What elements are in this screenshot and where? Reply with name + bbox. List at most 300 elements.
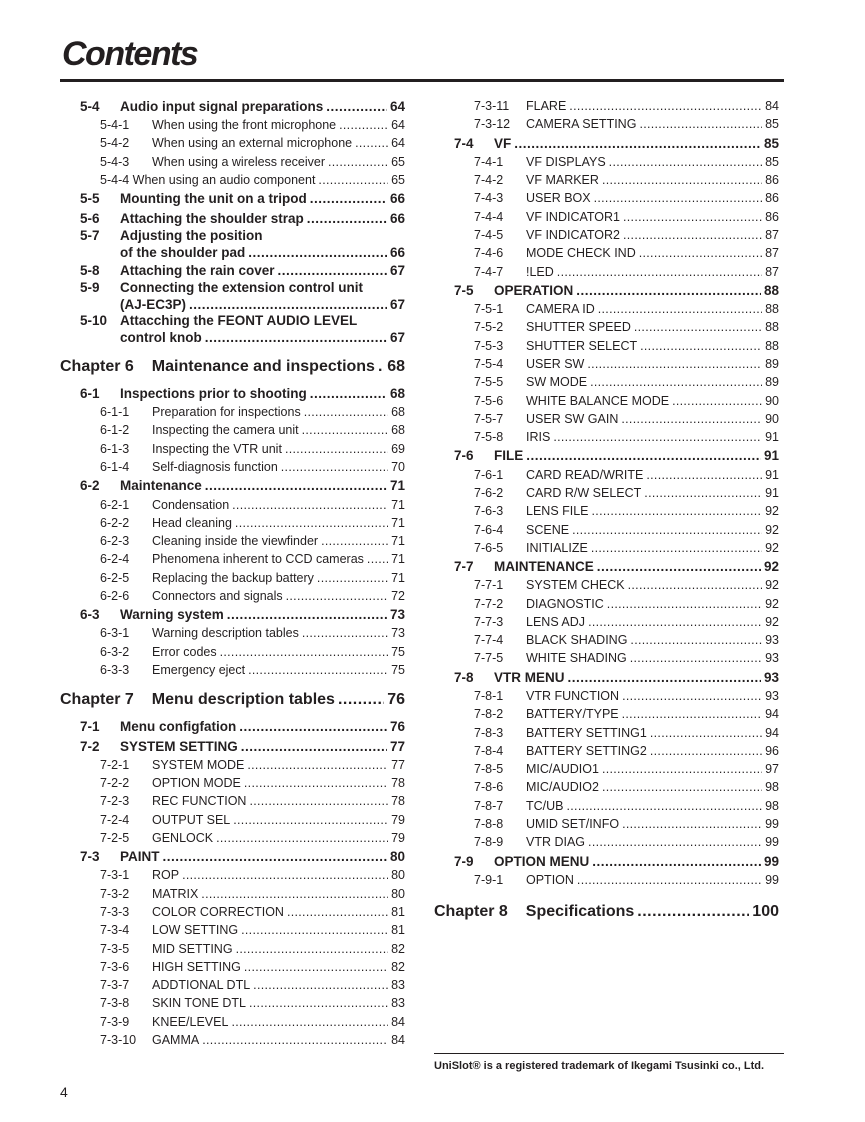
toc-label: Error codes [152,644,217,659]
toc-subsection[interactable] [434,337,779,355]
toc-page: 99 [765,872,779,887]
toc-page: 84 [391,1033,405,1048]
toc-subsection[interactable] [434,115,779,133]
toc-subsection[interactable] [60,116,405,134]
toc-subsection[interactable] [60,569,405,587]
toc-label: MODE CHECK IND [526,246,636,261]
toc-subsection[interactable] [60,514,405,532]
toc-page: 80 [391,868,405,883]
toc-leader [628,576,762,594]
toc-label: MIC/AUDIO1 [526,762,599,777]
trademark-note: UniSlot® is a registered trademark of Ikegami Tsusinki co., Ltd. [434,1060,765,1072]
toc-leader [576,281,761,300]
toc-page: 98 [765,780,779,795]
toc-subsection[interactable] [434,189,779,207]
toc-subsection[interactable] [434,318,779,336]
toc-number: 7-3-8 [100,996,130,1011]
toc-label: Specifications [525,903,635,921]
toc-subsection[interactable] [434,742,779,760]
toc-subsection[interactable] [434,539,779,557]
toc-page: 71 [391,497,405,512]
toc-subsection[interactable] [60,756,405,774]
toc-subsection[interactable] [60,958,405,976]
page-title: Contents [62,35,198,73]
toc-page: 68 [391,405,405,420]
toc-page: 67 [389,296,405,312]
toc-label: MID SETTING [152,941,233,956]
toc-section[interactable] [60,280,405,296]
toc-leader [355,134,388,152]
toc-subsection[interactable] [60,421,405,439]
toc-subsection[interactable] [60,885,405,903]
toc-number: 5-7 [80,227,100,243]
toc-number: 7-4-2 [474,173,504,188]
toc-label: When using a wireless receiver [152,154,325,169]
toc-subsection[interactable] [60,903,405,921]
toc-number: 7-7 [454,559,474,575]
toc-section[interactable] [60,847,405,866]
toc-leader [216,829,388,847]
toc-section[interactable] [60,209,405,228]
toc-number: 7-7-2 [474,596,504,611]
toc-page: 88 [765,302,779,317]
toc-label: SHUTTER SPEED [526,320,631,335]
toc-page: 96 [765,743,779,758]
toc-leader [239,717,387,736]
toc-label: Phenomena inherent to CCD cameras [152,552,364,567]
toc-page: 85 [765,154,779,169]
toc-leader [567,797,763,815]
toc-leader [630,649,762,667]
toc-leader [227,605,387,624]
toc-label: VF MARKER [526,173,599,188]
toc-label: UMID SET/INFO [526,817,620,832]
toc-section[interactable] [60,97,405,116]
toc-leader [514,134,761,153]
toc-leader [590,373,762,391]
toc-section-continued[interactable] [60,296,405,313]
toc-leader [248,661,388,679]
toc-label: SYSTEM CHECK [526,578,625,593]
toc-label: VTR FUNCTION [526,688,620,703]
toc-page: 99 [763,853,779,869]
toc-label: Connecting the extension control unit [120,279,363,295]
toc-label: Warning description tables [152,626,299,641]
toc-subsection[interactable] [434,595,779,613]
toc-subsection[interactable] [434,226,779,244]
toc-leader [220,643,388,661]
toc-label: IRIS [526,430,551,445]
toc-number: 7-5-8 [474,430,504,445]
toc-subsection[interactable] [60,153,405,171]
toc-leader [591,539,762,557]
toc-page: 73 [389,607,405,623]
toc-subsection[interactable] [60,661,405,679]
toc-label: FLARE [526,99,567,113]
toc-label: OUTPUT SEL [152,812,231,827]
toc-leader [630,631,762,649]
toc-leader [241,737,387,756]
toc-number: 6-2-4 [100,552,130,567]
toc-page: 85 [763,135,779,151]
toc-label: USER BOX [526,191,591,206]
toc-page: 79 [391,812,405,827]
toc-leader [587,355,762,373]
toc-subsection[interactable] [434,613,779,631]
toc-subsection[interactable] [60,532,405,550]
toc-page: 68 [389,385,405,401]
toc-number: Chapter 7 [60,691,134,709]
toc-leader [328,153,388,171]
toc-leader [189,296,387,313]
toc-subsection[interactable] [434,153,779,171]
toc-subsection[interactable] [434,355,779,373]
toc-leader [281,458,388,476]
toc-label: MAINTENANCE [494,559,594,575]
toc-number: 7-4-5 [474,227,504,242]
toc-label: Cleaning inside the viewfinder [152,534,319,549]
toc-number: 7-3-2 [100,886,130,901]
toc-subsection[interactable] [60,440,405,458]
toc-number: 6-1-4 [100,460,130,475]
toc-page: 89 [765,356,779,371]
toc-subsection[interactable] [434,649,779,667]
toc-label: Self-diagnosis function [152,460,278,475]
toc-number: 7-8-7 [474,798,504,813]
toc-page: 94 [765,707,779,722]
toc-page: 92 [765,522,779,537]
toc-subsection[interactable] [60,1031,405,1049]
toc-label: TC/UB [526,798,564,813]
toc-section[interactable] [434,668,779,687]
toc-label: Condensation [152,497,230,512]
toc-label: GENLOCK [152,830,214,845]
toc-number: 7-8-4 [474,743,504,758]
toc-leader [285,440,388,458]
toc-section[interactable] [60,189,405,208]
toc-section[interactable] [60,228,405,244]
toc-number: 7-5-2 [474,320,504,335]
toc-number: 7-6 [454,448,474,464]
toc-page: 69 [391,441,405,456]
toc-label: Preparation for inspections [152,405,301,420]
toc-subsection[interactable] [60,403,405,421]
toc-label: CARD READ/WRITE [526,467,644,482]
toc-section-continued[interactable] [60,244,405,261]
toc-subsection[interactable] [434,410,779,428]
toc-subsection[interactable] [434,97,779,115]
toc-page: 92 [765,578,779,593]
toc-section[interactable] [60,717,405,736]
toc-section[interactable] [60,476,405,495]
toc-section[interactable] [434,852,779,871]
toc-subsection[interactable] [60,774,405,792]
toc-number: 6-2-3 [100,534,130,549]
toc-leader [609,153,762,171]
toc-label: VF INDICATOR2 [526,227,620,242]
toc-page: 82 [391,941,405,956]
toc-subsection[interactable] [60,811,405,829]
toc-leader [310,189,387,208]
toc-number: 6-3-3 [100,663,130,678]
toc-subsection[interactable] [60,792,405,810]
toc-label: WHITE SHADING [526,651,627,666]
toc-subsection[interactable] [434,373,779,391]
toc-label: BATTERY SETTING2 [526,743,647,758]
toc-page: 70 [391,460,405,475]
toc-subsection[interactable] [434,576,779,594]
toc-label: 5-4-4 When using an audio component [100,173,316,188]
toc-page: 93 [763,669,779,685]
toc-leader [232,496,388,514]
toc-number: 7-8 [454,669,474,685]
toc-leader [672,392,762,410]
toc-leader [235,514,388,532]
toc-leader [639,244,762,262]
toc-leader [621,410,762,428]
toc-number: 7-3-6 [100,959,130,974]
toc-page: 86 [765,191,779,206]
toc-section[interactable] [60,261,405,280]
toc-leader [634,318,762,336]
toc-section[interactable] [60,737,405,756]
page-number: 4 [60,1084,68,1100]
toc-page: 66 [389,191,405,207]
toc-leader [244,958,388,976]
toc-leader [378,356,384,378]
toc-page: 80 [389,849,405,865]
toc-leader [247,756,388,774]
toc-label: SYSTEM SETTING [120,738,238,754]
toc-number: 7-3-3 [100,905,130,919]
toc-subsection[interactable] [60,994,405,1012]
toc-leader [572,521,762,539]
toc-label: BLACK SHADING [526,633,628,648]
toc-subsection[interactable] [60,171,405,189]
toc-page: 92 [765,540,779,555]
toc-leader [602,760,762,778]
toc-page: 83 [391,996,405,1011]
toc-subsection[interactable] [434,797,779,815]
toc-subsection[interactable] [434,208,779,226]
toc-section-continued[interactable] [60,329,405,346]
toc-subsection[interactable] [60,643,405,661]
toc-page: 92 [765,504,779,519]
toc-page: 72 [391,588,405,603]
title-rule [60,79,784,82]
toc-subsection[interactable] [434,871,779,889]
toc-section[interactable] [434,281,779,300]
toc-page: 67 [389,329,405,345]
toc-page: 77 [391,757,405,772]
toc-subsection[interactable] [434,705,779,723]
toc-label: Replacing the backup battery [152,570,314,585]
toc-leader [205,329,387,346]
toc-subsection[interactable] [434,171,779,189]
toc-leader [577,871,762,889]
toc-label: VTR DIAG [526,835,586,850]
toc-subsection[interactable] [434,300,779,318]
toc-label: SYSTEM MODE [152,757,245,772]
toc-number: 7-7-1 [474,578,504,593]
toc-number: 7-6-3 [474,504,504,519]
toc-leader [241,921,388,939]
toc-subsection[interactable] [60,921,405,939]
toc-label: Attacching the FEONT AUDIO LEVEL [120,312,358,328]
toc-number: 7-3-12 [474,117,511,132]
toc-subsection[interactable] [434,502,779,520]
toc-leader [592,502,763,520]
toc-label: Menu configfation [120,719,237,735]
toc-page: 91 [765,430,779,445]
toc-leader [339,116,388,134]
toc-page: 64 [391,136,405,151]
toc-label: SKIN TONE DTL [152,996,247,1011]
toc-subsection[interactable] [60,587,405,605]
toc-subsection[interactable] [434,631,779,649]
toc-page: 66 [389,210,405,226]
toc-number: 6-1-1 [100,405,130,420]
toc-number: 6-2-6 [100,588,130,603]
toc-section[interactable] [60,384,405,403]
toc-number: 7-5 [454,282,474,298]
toc-number: 7-8-9 [474,835,504,850]
toc-page: 82 [391,959,405,974]
toc-leader [568,668,761,687]
toc-number: 7-3-11 [474,99,510,113]
toc-subsection[interactable] [60,940,405,958]
toc-leader [163,847,387,866]
toc-label: INITIALIZE [526,540,588,555]
toc-page: 71 [391,534,405,549]
toc-page: 90 [765,393,779,408]
toc-subsection[interactable] [60,829,405,847]
toc-subsection[interactable] [434,466,779,484]
toc-subsection[interactable] [434,760,779,778]
toc-leader [644,484,762,502]
toc-leader [640,337,762,355]
toc-page: 64 [389,98,405,114]
toc-number: 7-4-3 [474,191,504,206]
toc-page: 81 [391,905,405,919]
toc-page: 87 [765,264,779,279]
toc-page: 71 [391,515,405,530]
toc-subsection[interactable] [60,458,405,476]
toc-subsection[interactable] [60,134,405,152]
toc-leader [321,532,388,550]
toc-leader [248,244,387,261]
toc-number: 7-2 [80,738,100,754]
toc-subsection[interactable] [434,833,779,851]
toc-label: BATTERY SETTING1 [526,725,647,740]
toc-leader [602,171,762,189]
toc-label: PAINT [120,849,160,865]
toc-leader [249,994,388,1012]
toc-label: control knob [120,329,202,345]
toc-page: 87 [765,246,779,261]
toc-label: Mounting the unit on a tripod [120,191,307,207]
toc-subsection[interactable] [60,866,405,884]
toc-page: 77 [389,738,405,754]
toc-leader [202,1031,388,1049]
toc-leader [317,569,388,587]
toc-label: SCENE [526,522,570,537]
toc-subsection[interactable] [60,976,405,994]
toc-label: OPTION [526,872,574,887]
toc-section[interactable] [60,313,405,329]
toc-label: VF [494,135,512,151]
toc-leader [622,687,762,705]
toc-number: 5-4-1 [100,118,130,133]
toc-number: 7-6-1 [474,467,504,482]
toc-subsection[interactable] [434,521,779,539]
toc-leader [233,811,388,829]
toc-leader [286,587,388,605]
toc-leader [602,778,762,796]
toc-number: 7-2-1 [100,757,130,772]
toc-label: Menu description tables [151,691,335,709]
toc-chapter[interactable] [434,901,779,923]
toc-label: USER SW [526,356,585,371]
toc-page: 80 [391,886,405,901]
toc-subsection[interactable] [434,815,779,833]
toc-section[interactable] [434,557,779,576]
toc-chapter[interactable] [60,356,405,378]
toc-subsection[interactable] [60,1013,405,1031]
toc-subsection[interactable] [60,496,405,514]
toc-page: 93 [765,633,779,648]
toc-subsection[interactable] [434,392,779,410]
toc-subsection[interactable] [434,263,779,281]
toc-subsection[interactable] [434,484,779,502]
toc-label: OPTION MODE [152,776,241,791]
toc-label: OPERATION [494,282,574,298]
toc-label: KNEE/LEVEL [152,1014,229,1029]
toc-page: 78 [391,776,405,791]
toc-page: 78 [391,794,405,809]
toc-label: Emergency eject [152,663,246,678]
toc-subsection[interactable] [434,778,779,796]
toc-label: FILE [494,448,524,464]
toc-leader [639,115,762,133]
toc-subsection[interactable] [434,244,779,262]
toc-label: SW MODE [526,375,588,390]
toc-number: 7-4 [454,135,474,151]
toc-section[interactable] [434,446,779,465]
toc-page: 84 [765,99,779,113]
toc-label: When using an external microphone [152,136,353,151]
toc-subsection[interactable] [434,428,779,446]
toc-leader [597,557,761,576]
toc-page: 71 [391,570,405,585]
toc-subsection[interactable] [60,550,405,568]
toc-chapter[interactable] [60,689,405,711]
toc-number: 6-2-1 [100,497,130,512]
toc-page: 76 [387,691,405,709]
toc-page: 71 [389,478,405,494]
toc-subsection[interactable] [60,624,405,642]
toc-number: 6-2-2 [100,515,130,530]
toc-number: 7-6-5 [474,540,504,555]
toc-leader [278,261,387,280]
toc-number: 7-3-1 [100,868,130,883]
toc-page: 76 [389,719,405,735]
toc-section[interactable] [60,605,405,624]
toc-section[interactable] [434,134,779,153]
toc-subsection[interactable] [434,724,779,742]
toc-subsection[interactable] [434,687,779,705]
toc-label: LENS ADJ [526,614,586,629]
